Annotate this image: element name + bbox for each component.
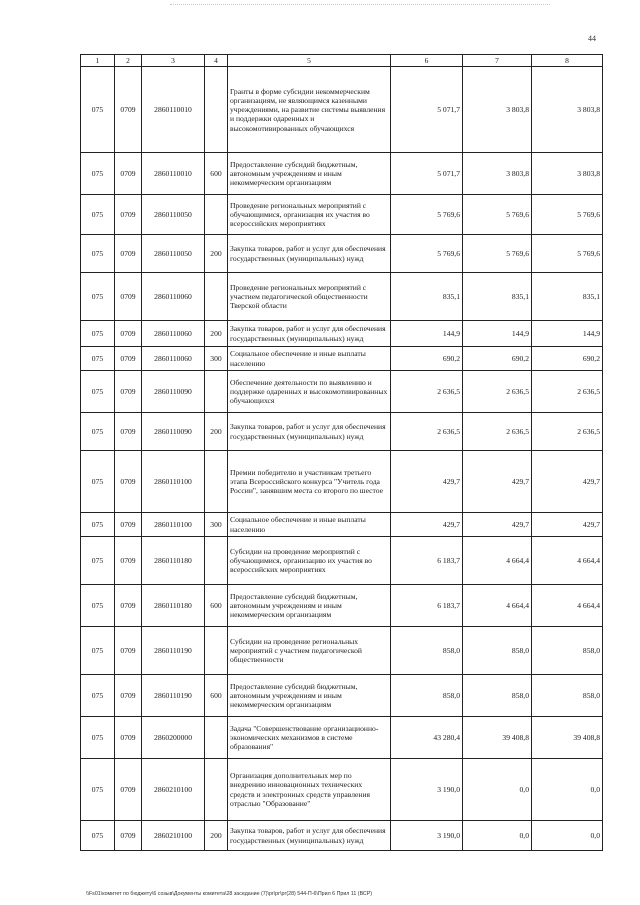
amount-year2-cell: 4 664,4 bbox=[463, 585, 532, 627]
admin-code-cell: 075 bbox=[81, 537, 115, 585]
admin-code-cell: 075 bbox=[81, 585, 115, 627]
section-code-cell: 0709 bbox=[115, 821, 142, 851]
amount-year1-cell: 5 769,6 bbox=[391, 235, 463, 273]
item-name-cell: Закупка товаров, работ и услуг для обеспечения государственных (муниципальных) нужд bbox=[228, 235, 391, 273]
section-code-cell: 0709 bbox=[115, 235, 142, 273]
section-code-cell: 0709 bbox=[115, 273, 142, 321]
amount-year2-cell: 858,0 bbox=[463, 627, 532, 675]
header-row bbox=[81, 55, 603, 67]
amount-year3-cell: 5 769,6 bbox=[532, 195, 603, 235]
admin-code-cell: 075 bbox=[81, 273, 115, 321]
item-name-cell: Субсидии на проведение мероприятий с обучающимися, организацию их участия во всероссийских мероприятиях bbox=[228, 537, 391, 585]
item-name-cell: Субсидии на проведение региональных мероприятий с участием педагогической общественности bbox=[228, 627, 391, 675]
column-header: 8 bbox=[532, 55, 603, 67]
target-code-cell: 2860210100 bbox=[142, 759, 205, 821]
amount-year3-cell: 3 803,8 bbox=[532, 153, 603, 195]
target-code-cell: 2860110090 bbox=[142, 413, 205, 451]
amount-year3-cell: 144,9 bbox=[532, 321, 603, 347]
expense-kind-cell: 600 bbox=[205, 153, 228, 195]
table-row bbox=[81, 321, 603, 347]
column-header: 6 bbox=[391, 55, 463, 67]
amount-year1-cell: 5 769,6 bbox=[391, 195, 463, 235]
table-row bbox=[81, 513, 603, 537]
amount-year2-cell: 429,7 bbox=[463, 451, 532, 513]
section-code-cell: 0709 bbox=[115, 627, 142, 675]
target-code-cell: 2860110180 bbox=[142, 537, 205, 585]
page-number: 44 bbox=[588, 34, 596, 43]
amount-year2-cell: 2 636,5 bbox=[463, 413, 532, 451]
table-row bbox=[81, 451, 603, 513]
section-code-cell: 0709 bbox=[115, 513, 142, 537]
admin-code-cell: 075 bbox=[81, 759, 115, 821]
admin-code-cell: 075 bbox=[81, 627, 115, 675]
item-name-cell: Проведение региональных мероприятий с обучающимися, организация их участия во всероссийских мероприятиях bbox=[228, 195, 391, 235]
target-code-cell: 2860110100 bbox=[142, 513, 205, 537]
amount-year3-cell: 429,7 bbox=[532, 513, 603, 537]
column-header: 7 bbox=[463, 55, 532, 67]
table-row bbox=[81, 273, 603, 321]
item-name-cell: Задача "Совершенствование организационно-экономических механизмов в системе образования" bbox=[228, 717, 391, 759]
file-path-footer: \\Fs01\комитет по бюджету\6 созыв\Документы комитета\28 заседание (7)\pr\рг\рг(28) 544-П-6\Прил 6 Прил 11 (ВСР) bbox=[86, 891, 373, 897]
table-row bbox=[81, 153, 603, 195]
item-name-cell: Социальное обеспечение и иные выплаты населению bbox=[228, 513, 391, 537]
item-name-cell: Закупка товаров, работ и услуг для обеспечения государственных (муниципальных) нужд bbox=[228, 321, 391, 347]
target-code-cell: 2860110190 bbox=[142, 675, 205, 717]
admin-code-cell: 075 bbox=[81, 371, 115, 413]
expense-kind-cell bbox=[205, 195, 228, 235]
item-name-cell: Социальное обеспечение и иные выплаты населению bbox=[228, 347, 391, 371]
amount-year1-cell: 6 183,7 bbox=[391, 585, 463, 627]
item-name-cell: Предоставление субсидий бюджетным, автономным учреждениям и иным некоммерческим организациям bbox=[228, 675, 391, 717]
amount-year2-cell: 0,0 bbox=[463, 759, 532, 821]
target-code-cell: 2860110180 bbox=[142, 585, 205, 627]
table-row bbox=[81, 759, 603, 821]
expense-kind-cell bbox=[205, 371, 228, 413]
expense-kind-cell bbox=[205, 759, 228, 821]
table-row bbox=[81, 537, 603, 585]
expense-kind-cell: 200 bbox=[205, 821, 228, 851]
target-code-cell: 2860110090 bbox=[142, 371, 205, 413]
table-row bbox=[81, 675, 603, 717]
column-header: 3 bbox=[142, 55, 205, 67]
table-row bbox=[81, 67, 603, 153]
table-row bbox=[81, 413, 603, 451]
expense-kind-cell: 200 bbox=[205, 321, 228, 347]
section-code-cell: 0709 bbox=[115, 321, 142, 347]
expense-kind-cell bbox=[205, 717, 228, 759]
item-name-cell: Проведение региональных мероприятий с участием педагогической общественности Тверской области bbox=[228, 273, 391, 321]
amount-year3-cell: 690,2 bbox=[532, 347, 603, 371]
section-code-cell: 0709 bbox=[115, 537, 142, 585]
amount-year3-cell: 4 664,4 bbox=[532, 585, 603, 627]
section-code-cell: 0709 bbox=[115, 371, 142, 413]
admin-code-cell: 075 bbox=[81, 67, 115, 153]
section-code-cell: 0709 bbox=[115, 67, 142, 153]
amount-year2-cell: 0,0 bbox=[463, 821, 532, 851]
amount-year2-cell: 858,0 bbox=[463, 675, 532, 717]
table-row bbox=[81, 717, 603, 759]
section-code-cell: 0709 bbox=[115, 195, 142, 235]
table-row bbox=[81, 195, 603, 235]
amount-year2-cell: 690,2 bbox=[463, 347, 532, 371]
amount-year1-cell: 429,7 bbox=[391, 451, 463, 513]
amount-year1-cell: 43 280,4 bbox=[391, 717, 463, 759]
expense-kind-cell: 600 bbox=[205, 585, 228, 627]
amount-year2-cell: 5 769,6 bbox=[463, 195, 532, 235]
amount-year1-cell: 2 636,5 bbox=[391, 371, 463, 413]
admin-code-cell: 075 bbox=[81, 451, 115, 513]
target-code-cell: 2860110060 bbox=[142, 321, 205, 347]
amount-year3-cell: 2 636,5 bbox=[532, 413, 603, 451]
admin-code-cell: 075 bbox=[81, 675, 115, 717]
admin-code-cell: 075 bbox=[81, 153, 115, 195]
column-header: 1 bbox=[81, 55, 115, 67]
admin-code-cell: 075 bbox=[81, 195, 115, 235]
section-code-cell: 0709 bbox=[115, 347, 142, 371]
amount-year1-cell: 858,0 bbox=[391, 675, 463, 717]
table-row bbox=[81, 347, 603, 371]
amount-year2-cell: 5 769,6 bbox=[463, 235, 532, 273]
amount-year3-cell: 39 408,8 bbox=[532, 717, 603, 759]
amount-year3-cell: 0,0 bbox=[532, 759, 603, 821]
amount-year3-cell: 429,7 bbox=[532, 451, 603, 513]
table-body bbox=[81, 67, 603, 851]
amount-year3-cell: 858,0 bbox=[532, 627, 603, 675]
target-code-cell: 2860110060 bbox=[142, 273, 205, 321]
amount-year2-cell: 39 408,8 bbox=[463, 717, 532, 759]
target-code-cell: 2860110050 bbox=[142, 235, 205, 273]
item-name-cell: Премии победителю и участникам третьего этапа Всероссийского конкурса "Учитель года России", занявшим места со второго по шестое bbox=[228, 451, 391, 513]
amount-year1-cell: 5 071,7 bbox=[391, 153, 463, 195]
expense-kind-cell: 200 bbox=[205, 413, 228, 451]
target-code-cell: 2860110010 bbox=[142, 67, 205, 153]
admin-code-cell: 075 bbox=[81, 321, 115, 347]
amount-year3-cell: 5 769,6 bbox=[532, 235, 603, 273]
item-name-cell: Организация дополнительных мер по внедрению инновационных технических средств и электронных средств управления отраслью "Образование" bbox=[228, 759, 391, 821]
expense-kind-cell: 200 bbox=[205, 235, 228, 273]
section-code-cell: 0709 bbox=[115, 451, 142, 513]
expense-kind-cell: 300 bbox=[205, 513, 228, 537]
item-name-cell: Обеспечение деятельности по выявлению и поддержке одаренных и высокомотивированных обучающихся bbox=[228, 371, 391, 413]
target-code-cell: 2860210100 bbox=[142, 821, 205, 851]
amount-year1-cell: 144,9 bbox=[391, 321, 463, 347]
item-name-cell: Гранты в форме субсидии некоммерческим организациям, не являющимся казенными учреждениями, на развитие системы выявления и поддержки одаренных и высокомотивированных обучающихся bbox=[228, 67, 391, 153]
item-name-cell: Предоставление субсидий бюджетным, автономным учреждениям и иным некоммерческим организациям bbox=[228, 153, 391, 195]
amount-year1-cell: 5 071,7 bbox=[391, 67, 463, 153]
admin-code-cell: 075 bbox=[81, 413, 115, 451]
amount-year1-cell: 835,1 bbox=[391, 273, 463, 321]
amount-year3-cell: 835,1 bbox=[532, 273, 603, 321]
amount-year2-cell: 429,7 bbox=[463, 513, 532, 537]
column-header: 5 bbox=[228, 55, 391, 67]
table-row bbox=[81, 235, 603, 273]
item-name-cell: Закупка товаров, работ и услуг для обеспечения государственных (муниципальных) нужд bbox=[228, 413, 391, 451]
amount-year1-cell: 429,7 bbox=[391, 513, 463, 537]
section-code-cell: 0709 bbox=[115, 717, 142, 759]
table-row bbox=[81, 627, 603, 675]
item-name-cell: Закупка товаров, работ и услуг для обеспечения государственных (муниципальных) нужд bbox=[228, 821, 391, 851]
expense-kind-cell: 600 bbox=[205, 675, 228, 717]
target-code-cell: 2860110060 bbox=[142, 347, 205, 371]
table-row bbox=[81, 821, 603, 851]
target-code-cell: 2860110190 bbox=[142, 627, 205, 675]
amount-year3-cell: 4 664,4 bbox=[532, 537, 603, 585]
target-code-cell: 2860200000 bbox=[142, 717, 205, 759]
table-row bbox=[81, 371, 603, 413]
amount-year1-cell: 3 190,0 bbox=[391, 821, 463, 851]
expense-kind-cell: 300 bbox=[205, 347, 228, 371]
amount-year1-cell: 3 190,0 bbox=[391, 759, 463, 821]
expense-kind-cell bbox=[205, 537, 228, 585]
section-code-cell: 0709 bbox=[115, 675, 142, 717]
item-name-cell: Предоставление субсидий бюджетным, автономным учреждениям и иным некоммерческим организациям bbox=[228, 585, 391, 627]
expense-kind-cell bbox=[205, 627, 228, 675]
table-row bbox=[81, 585, 603, 627]
amount-year2-cell: 2 636,5 bbox=[463, 371, 532, 413]
expense-kind-cell bbox=[205, 451, 228, 513]
amount-year1-cell: 690,2 bbox=[391, 347, 463, 371]
section-code-cell: 0709 bbox=[115, 413, 142, 451]
target-code-cell: 2860110100 bbox=[142, 451, 205, 513]
column-header: 2 bbox=[115, 55, 142, 67]
amount-year2-cell: 835,1 bbox=[463, 273, 532, 321]
target-code-cell: 2860110050 bbox=[142, 195, 205, 235]
admin-code-cell: 075 bbox=[81, 235, 115, 273]
column-header: 4 bbox=[205, 55, 228, 67]
expense-kind-cell bbox=[205, 273, 228, 321]
expense-kind-cell bbox=[205, 67, 228, 153]
section-code-cell: 0709 bbox=[115, 153, 142, 195]
target-code-cell: 2860110010 bbox=[142, 153, 205, 195]
amount-year1-cell: 2 636,5 bbox=[391, 413, 463, 451]
amount-year3-cell: 3 803,8 bbox=[532, 67, 603, 153]
amount-year2-cell: 3 803,8 bbox=[463, 67, 532, 153]
amount-year3-cell: 2 636,5 bbox=[532, 371, 603, 413]
amount-year3-cell: 858,0 bbox=[532, 675, 603, 717]
amount-year2-cell: 3 803,8 bbox=[463, 153, 532, 195]
admin-code-cell: 075 bbox=[81, 347, 115, 371]
admin-code-cell: 075 bbox=[81, 717, 115, 759]
amount-year3-cell: 0,0 bbox=[532, 821, 603, 851]
section-code-cell: 0709 bbox=[115, 585, 142, 627]
amount-year2-cell: 4 664,4 bbox=[463, 537, 532, 585]
admin-code-cell: 075 bbox=[81, 821, 115, 851]
admin-code-cell: 075 bbox=[81, 513, 115, 537]
amount-year1-cell: 858,0 bbox=[391, 627, 463, 675]
amount-year1-cell: 6 183,7 bbox=[391, 537, 463, 585]
section-code-cell: 0709 bbox=[115, 759, 142, 821]
scan-artifact-line bbox=[170, 4, 550, 6]
amount-year2-cell: 144,9 bbox=[463, 321, 532, 347]
budget-table bbox=[80, 54, 603, 851]
